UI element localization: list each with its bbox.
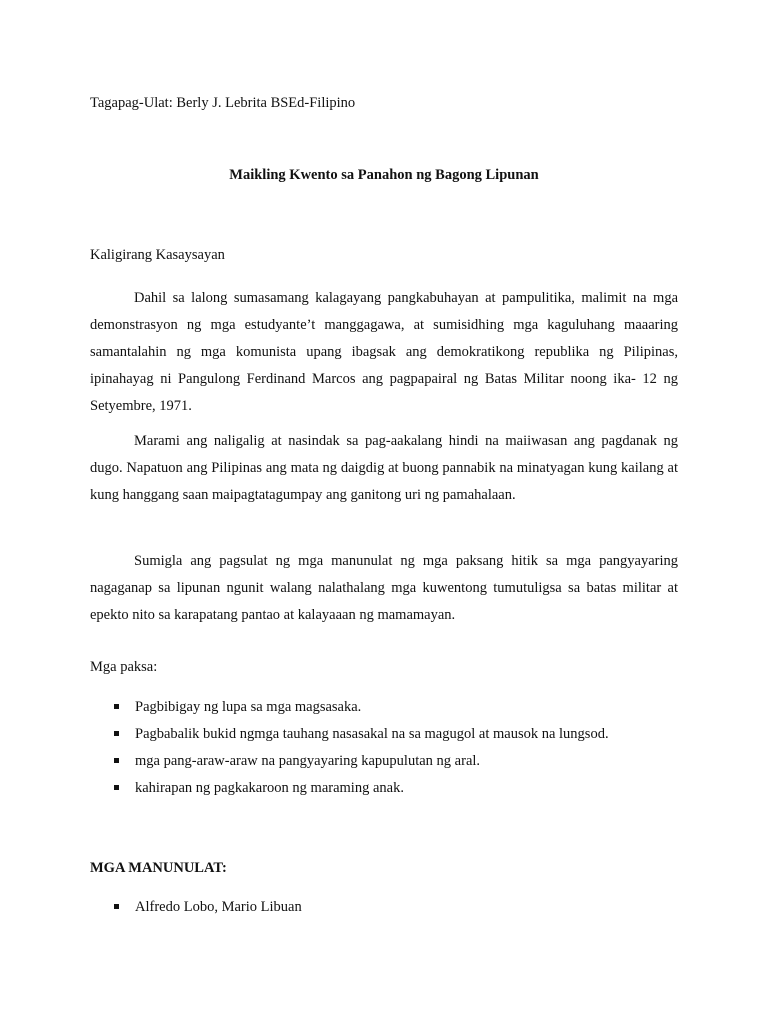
list-item-text: Alfredo Lobo, Mario Libuan xyxy=(135,899,302,915)
list-item-text: Pagbabalik bukid ngmga tauhang nasasakal na sa magugol at mausok na lungsod. xyxy=(135,726,609,742)
background-heading: Kaligirang Kasaysayan xyxy=(90,247,225,263)
list-item-text: mga pang-araw-araw na pangyayaring kapupulutan ng aral. xyxy=(135,753,481,769)
square-bullet-icon xyxy=(114,785,119,790)
square-bullet-icon xyxy=(114,731,119,736)
list-item xyxy=(90,752,678,779)
list-item xyxy=(90,698,678,725)
square-bullet-icon xyxy=(114,758,119,763)
list-item xyxy=(90,725,678,752)
document-title: Maikling Kwento sa Panahon ng Bagong Lipunan xyxy=(229,167,539,183)
paragraph: Dahil sa lalong sumasamang kalagayang pangkabuhayan at pampulitika, malimit na mga demonstrasyon ng mga estudyante’t manggagawa, at sumisidhing mga kaguluhang maaaring samantalahin ng mga komunista upang ibagsak ang demokratikong republika ng Pilipinas, ipinahayag ni Pangulong Ferdinand Marcos ang pagpapairal ng Batas Militar noong ika- 12 ng Setyembre, 1971. xyxy=(90,290,678,414)
writers-heading: MGA MANUNULAT: xyxy=(90,860,227,876)
paragraph: Marami ang naligalig at nasindak sa pag-aakalang hindi na maiiwasan ang pagdanak ng dugo. Napatuon ang Pilipinas ang mata ng daigdig at buong pannabik na minatyagan kung kailang at kung hanggang saan maipagtatagumpay ang ganitong uri ng pamahalaan. xyxy=(90,433,678,503)
writers-list xyxy=(90,898,678,925)
reporter-line: Tagapag-Ulat: Berly J. Lebrita BSEd-Filipino xyxy=(90,95,356,111)
square-bullet-icon xyxy=(114,904,119,909)
paragraph: Sumigla ang pagsulat ng mga manunulat ng mga paksang hitik sa mga pangyayaring nagaganap sa lipunan ngunit walang nalathalang mga kuwentong tumutuligsa sa batas militar at epekto nito sa karapatang pantao at kalayaaan ng mamamayan. xyxy=(90,553,678,623)
square-bullet-icon xyxy=(114,704,119,709)
topics-label: Mga paksa: xyxy=(90,659,158,675)
list-item-text: kahirapan ng pagkakaroon ng maraming anak. xyxy=(135,780,404,796)
list-item-text: Pagbibigay ng lupa sa mga magsasaka. xyxy=(135,699,362,715)
topics-list xyxy=(90,698,678,806)
list-item xyxy=(90,779,678,806)
list-item xyxy=(90,898,678,925)
